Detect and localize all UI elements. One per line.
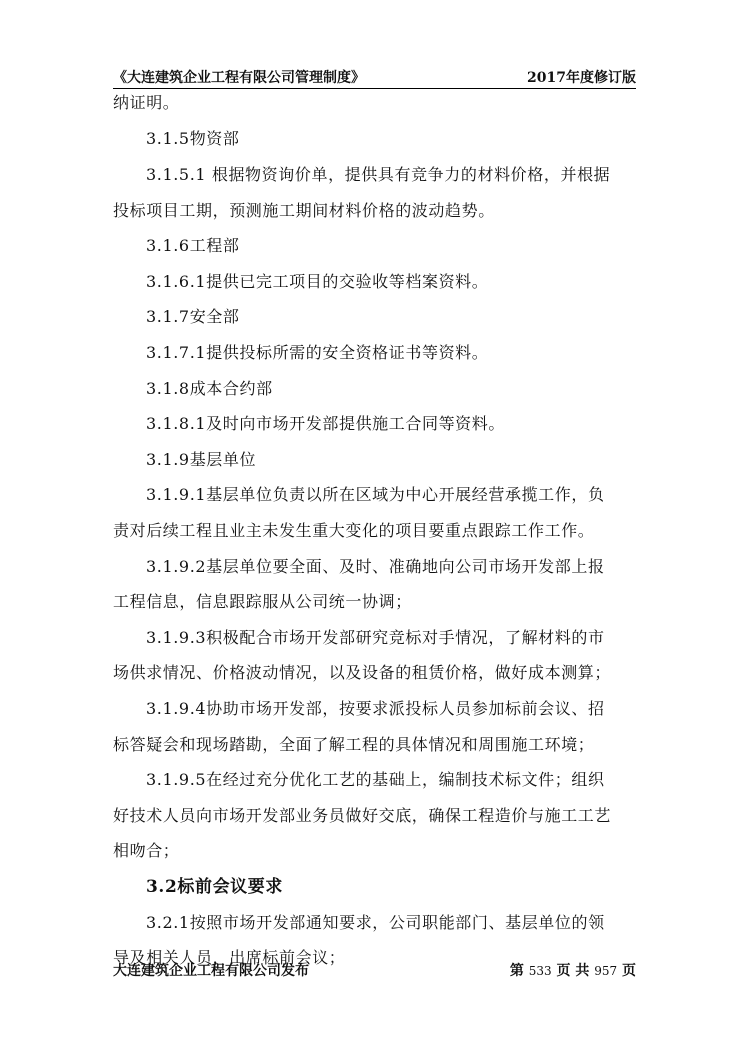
paragraph-line: 3.1.5.1 根据物资询价单，提供具有竞争力的材料价格，并根据 xyxy=(146,165,611,184)
paragraph-line: 投标项目工期，预测施工期间材料价格的波动趋势。 xyxy=(113,201,495,220)
paragraph-line: 3.1.9.1基层单位负责以所在区域为中心开展经营承揽工作，负 xyxy=(146,485,605,504)
paragraph-line: 3.1.9.5在经过充分优化工艺的基础上，编制技术标文件；组织 xyxy=(146,770,605,789)
paragraph-line: 工程信息，信息跟踪服从公司统一协调； xyxy=(113,592,412,611)
paragraph-line: 3.1.7.1提供投标所需的安全资格证书等资料。 xyxy=(146,343,489,362)
footer-publisher: 大连建筑企业工程有限公司发布 xyxy=(113,963,309,979)
paragraph-line: 相吻合； xyxy=(113,841,180,860)
page-current: 533 xyxy=(528,964,552,978)
page-mid: 页 共 xyxy=(556,963,590,979)
paragraph-line: 3.1.9.3积极配合市场开发部研究竞标对手情况，了解材料的市 xyxy=(146,628,605,647)
page-header xyxy=(113,64,636,90)
page-total: 957 xyxy=(594,964,618,978)
section-heading: 3.1.9基层单位 xyxy=(146,450,257,469)
page-number xyxy=(510,960,636,980)
paragraph-line: 标答疑会和现场踏勘，全面了解工程的具体情况和周围施工环境； xyxy=(113,735,595,754)
section-heading: 3.1.6工程部 xyxy=(146,236,240,255)
paragraph-line: 场供求情况、价格波动情况，以及设备的租赁价格，做好成本测算； xyxy=(113,663,612,682)
paragraph-line: 导及相关人员，出席标前会议； xyxy=(113,948,346,967)
section-heading: 3.1.8成本合约部 xyxy=(146,379,273,398)
paragraph-line: 3.1.8.1及时向市场开发部提供施工合同等资料。 xyxy=(146,414,505,433)
section-heading: 3.1.5物资部 xyxy=(146,129,240,148)
header-rule xyxy=(113,88,636,89)
paragraph-line: 3.1.9.2基层单位要全面、及时、准确地向公司市场开发部上报 xyxy=(146,557,605,576)
page-footer xyxy=(113,957,636,983)
text-line: 纳证明。 xyxy=(113,93,180,112)
paragraph-line: 3.2.1按照市场开发部通知要求，公司职能部门、基层单位的领 xyxy=(146,913,605,932)
page-prefix: 第 xyxy=(509,963,524,979)
section-heading: 3.1.7安全部 xyxy=(146,307,240,326)
paragraph-line: 3.1.9.4协助市场开发部，按要求派投标人员参加标前会议、招 xyxy=(146,699,605,718)
paragraph-line: 责对后续工程且业主未发生重大变化的项目要重点跟踪工作工作。 xyxy=(113,521,595,540)
paragraph-line: 好技术人员向市场开发部业务员做好交底，确保工程造价与施工工艺 xyxy=(113,806,612,825)
page-suffix: 页 xyxy=(622,963,636,979)
paragraph-line: 3.1.6.1提供已完工项目的交验收等档案资料。 xyxy=(146,272,489,291)
header-document-title: 《大连建筑企业工程有限公司管理制度》 xyxy=(113,70,365,86)
header-edition: 2017年度修订版 xyxy=(527,70,636,86)
subsection-heading: 3.2标前会议要求 xyxy=(146,877,283,897)
